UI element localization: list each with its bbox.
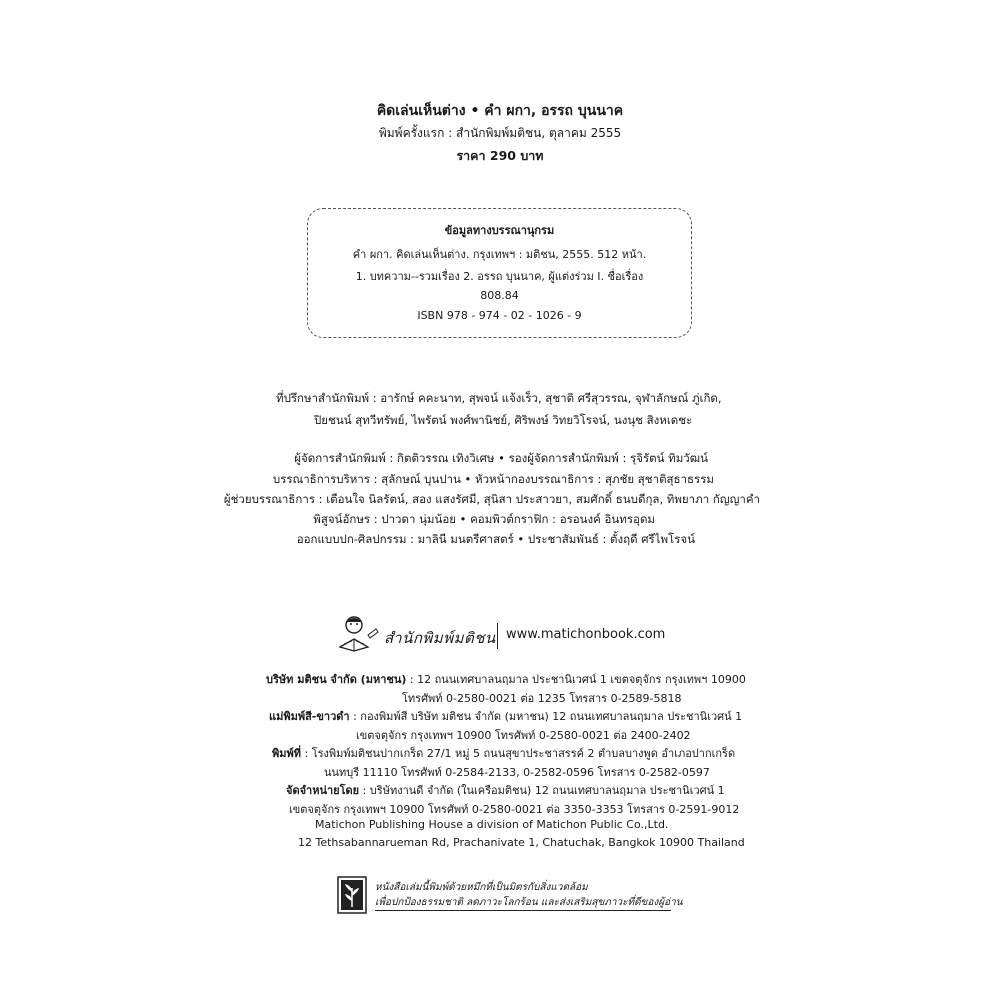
publisher-logo-script: สำนักพิมพ์มติชน [384,629,496,647]
website-link[interactable]: www.matichonbook.com [506,627,666,642]
english-address-line: 12 Tethsabannarueman Rd, Prachanivate 1, Chatuchak, Bangkok 10900 Thailand [298,836,745,849]
distributor-phone: เขตจตุจักร กรุงเทพฯ 10900 โทรศัพท์ 0-2580-0021 ต่อ 3350-3353 โทรสาร 0-2591-9012 [289,803,740,816]
book-title-line: คิดเล่นเห็นต่าง • คำ ผกา, อรรถ บุนนาค [376,103,624,119]
catalog-line: คำ ผกา. คิดเล่นเห็นต่าง. กรุงเทพฯ : มติชน, 2555. 512 หน้า. [352,248,647,261]
logo-divider [497,623,498,649]
eco-text-line: เพื่อปกป้องธรรมชาติ ลดภาวะโลกร้อน และส่งเสริมสุขภาวะที่ดีของผู้อ่าน [375,897,683,908]
first-print-line: พิมพ์ครั้งแรก : สำนักพิมพ์มติชน, ตุลาคม 2555 [378,126,622,140]
english-publisher-line: Matichon Publishing House a division of Matichon Public Co.,Ltd. [315,818,669,831]
printer-line [272,744,735,762]
advisors-line: ที่ปรึกษาสำนักพิมพ์ : อารักษ์ คคะนาท, สุพจน์ แจ้งเร็ว, สุชาติ ศรีสุวรรณ, จุฬาลักษณ์ ภู่เกิด, [276,391,722,405]
company-address: : 12 ถนนเทศบาลนฤมาล ประชานิเวศน์ 1 เขตจตุจักร กรุงเทพฯ 10900 [406,673,746,686]
reading-child-icon [332,613,382,653]
company-label: บริษัท มติชน จำกัด (มหาชน) [266,673,407,686]
printer-phone: นนทบุรี 11110 โทรศัพท์ 0-2584-2133, 0-2582-0596 โทรสาร 0-2582-0597 [324,766,710,779]
printer-address: : โรงพิมพ์มติชนปากเกร็ด 27/1 หมู่ 5 ถนนสุขาประชาสรรค์ 2 ตำบลบางพูด อำเภอปากเกร็ด [301,747,736,760]
catalog-box [307,208,692,338]
distributor-line [286,781,725,799]
catalog-isbn: ISBN 978 - 974 - 02 - 1026 - 9 [417,309,582,322]
price-line: ราคา 290 บาท [456,148,544,163]
staff-line: ออกแบบปก-ศิลปกรรม : มาลินี มนตรีศาสตร์ • ประชาสัมพันธ์ : ตั้งฤดี ศรีไพโรจน์ [296,532,695,546]
catalog-heading: ข้อมูลทางบรรณานุกรม [444,224,555,237]
eco-notice [337,876,683,916]
distributor-label: จัดจำหน่ายโดย [286,784,360,797]
staff-line: ผู้จัดการสำนักพิมพ์ : กิตติวรรณ เทิงวิเศษ • รองผู้จัดการสำนักพิมพ์ : รุจิรัตน์ ทิมวัฒน์ [294,451,708,465]
plate-address: : กองพิมพ์สี บริษัท มติชน จำกัด (มหาชน) 12 ถนนเทศบาลนฤมาล ประชานิเวศน์ 1 [349,710,743,723]
company-line [266,670,746,688]
company-phone: โทรศัพท์ 0-2580-0021 ต่อ 1235 โทรสาร 0-2589-5818 [402,692,682,705]
catalog-line: 1. บทความ--รวมเรื่อง 2. อรรถ บุนนาค, ผู้แต่งร่วม I. ชื่อเรื่อง [355,270,644,283]
eco-underline [375,910,671,911]
advisors-line: ปิยชนน์ สุทวีทรัพย์, ไพรัตน์ พงศ์พานิชย์, ศิริพงษ์ วิทยวิโรจน์, นงนุช สิงหเดชะ [314,413,693,427]
plate-line [269,707,742,725]
staff-line: บรรณาธิการบริหาร : สุลักษณ์ บุนปาน • หัวหน้ากองบรรณาธิการ : สุภชัย สุชาติสุธาธรรม [272,472,714,486]
eco-text-line: หนังสือเล่มนี้พิมพ์ด้วยหมึกที่เป็นมิตรกับสิ่งแวดล้อม [375,882,588,893]
staff-line: พิสูจน์อักษร : ปาวดา นุ่มน้อย • คอมพิวต์กราฟิก : อรอนงค์ อินทรอุดม [313,512,655,526]
printer-label: พิมพ์ที่ [272,747,302,760]
catalog-classification: 808.84 [480,289,519,302]
plate-label: แม่พิมพ์สี-ขาวดำ [269,710,350,723]
staff-line: ผู้ช่วยบรรณาธิการ : เตือนใจ นิลรัตน์, สอง แสงรัศมี, สุนิสา ประสาวยา, สมศักดิ์ ธนบดีกุล, ทิพยาภา กัญญาคำ [223,492,760,506]
distributor-address: : บริษัทงานดี จำกัด (ในเครือมติชน) 12 ถนนเทศบาลนฤมาล ประชานิเวศน์ 1 [359,784,725,797]
eco-leaf-icon [337,876,367,914]
plate-phone: เขตจตุจักร กรุงเทพฯ 10900 โทรศัพท์ 0-2580-0021 ต่อ 2400-2402 [356,729,691,742]
publisher-logo [332,613,672,653]
